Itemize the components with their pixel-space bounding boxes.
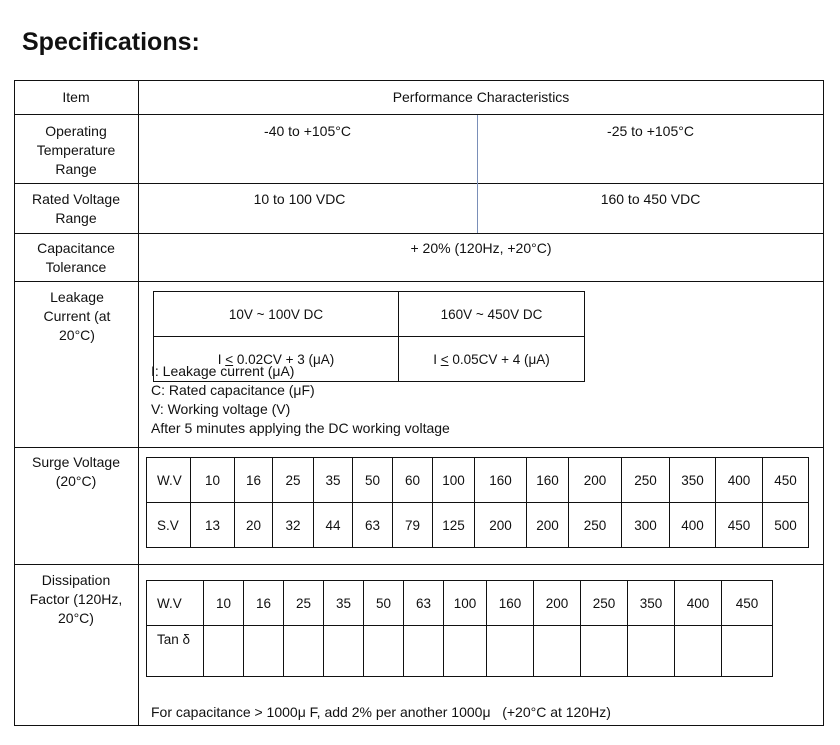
dissipation-tan-cell (628, 626, 675, 677)
leakage-head-low: 10V ~ 100V DC (154, 292, 399, 337)
row-divider (14, 564, 824, 565)
leakage-note: I: Leakage current (μA) (151, 363, 295, 379)
surge-wv-cell: 35 (314, 458, 353, 503)
dissipation-tan-cell (675, 626, 722, 677)
dissipation-wv-cell: 35 (324, 581, 364, 626)
column-divider (138, 80, 139, 726)
surge-wv-row (147, 458, 809, 503)
surge-sv-cell: 44 (314, 503, 353, 548)
surge-wv-cell: 400 (716, 458, 763, 503)
dissipation-tan-cell (244, 626, 284, 677)
dissipation-tan-cell (364, 626, 404, 677)
label-leakage-current: Leakage Current (at 20°C) (43, 289, 111, 343)
row-divider (14, 281, 824, 282)
surge-wv-cell: 10 (191, 458, 235, 503)
dissipation-wv-cell: 10 (204, 581, 244, 626)
formula-prefix: I (217, 351, 226, 367)
surge-sv-cell: 32 (273, 503, 314, 548)
page-title: Specifications: (22, 28, 200, 56)
dissipation-wv-cell: 450 (722, 581, 773, 626)
row-divider (14, 233, 824, 234)
surge-wv-cell: 160 (475, 458, 527, 503)
dissipation-tan-row (147, 626, 773, 677)
surge-sv-cell: 200 (527, 503, 569, 548)
label-dissipation-factor: Dissipation Factor (120Hz, 20°C) (29, 572, 123, 626)
surge-wv-cell: 16 (235, 458, 273, 503)
dissipation-tan-cell (487, 626, 534, 677)
dissipation-table (146, 580, 773, 677)
surge-wv-cell: 450 (763, 458, 809, 503)
leakage-note: After 5 minutes applying the DC working voltage (151, 420, 450, 436)
table-border-right (823, 80, 824, 726)
row-divider (14, 114, 824, 115)
surge-wv-cell: 350 (670, 458, 716, 503)
dissipation-wv-label: W.V (147, 581, 204, 626)
label-operating-temperature: Operating Temperature Range (36, 123, 116, 177)
leakage-head-high: 160V ~ 450V DC (399, 292, 585, 337)
formula-rest: 0.05CV + 4 (μA) (448, 351, 550, 367)
dissipation-wv-cell: 250 (581, 581, 628, 626)
surge-sv-cell: 400 (670, 503, 716, 548)
dissipation-wv-row (147, 581, 773, 626)
value-operating-temp-left: -40 to +105°C (264, 123, 351, 139)
label-capacitance-tolerance: Capacitance Tolerance (37, 240, 115, 275)
surge-wv-cell: 250 (622, 458, 670, 503)
dissipation-tan-cell (581, 626, 628, 677)
dissipation-tan-cell (534, 626, 581, 677)
row-divider (14, 447, 824, 448)
surge-wv-cell: 200 (569, 458, 622, 503)
surge-sv-cell: 300 (622, 503, 670, 548)
surge-sv-row (147, 503, 809, 548)
dissipation-note: For capacitance > 1000μ F, add 2% per another 1000μ (+20°C at 120Hz) (151, 704, 611, 720)
surge-sv-cell: 500 (763, 503, 809, 548)
row-divider (14, 183, 824, 184)
value-operating-temp-right: -25 to +105°C (607, 123, 694, 139)
surge-wv-cell: 50 (353, 458, 393, 503)
surge-wv-cell: 100 (433, 458, 475, 503)
surge-wv-cell: 25 (273, 458, 314, 503)
dissipation-wv-cell: 100 (444, 581, 487, 626)
surge-sv-cell: 450 (716, 503, 763, 548)
dissipation-tan-cell (404, 626, 444, 677)
dissipation-tan-label: Tan δ (147, 626, 204, 677)
dissipation-tan-cell (324, 626, 364, 677)
dissipation-tan-cell (722, 626, 773, 677)
leakage-formula-high (399, 337, 585, 382)
dissipation-wv-cell: 50 (364, 581, 404, 626)
dissipation-wv-cell: 350 (628, 581, 675, 626)
surge-voltage-table (146, 457, 809, 548)
header-performance: Performance Characteristics (392, 89, 570, 105)
table-border-top (14, 80, 824, 81)
formula-prefix: I (433, 351, 441, 367)
label-rated-voltage: Rated Voltage Range (32, 191, 120, 226)
dissipation-wv-cell: 160 (487, 581, 534, 626)
surge-sv-cell: 79 (393, 503, 433, 548)
surge-sv-cell: 250 (569, 503, 622, 548)
dissipation-wv-cell: 200 (534, 581, 581, 626)
surge-sv-cell: 125 (433, 503, 475, 548)
label-surge-voltage: Surge Voltage (20°C) (32, 454, 120, 489)
surge-sv-label: S.V (147, 503, 191, 548)
header-item: Item (62, 89, 90, 105)
leakage-note: V: Working voltage (V) (151, 401, 291, 417)
value-rated-voltage-right: 160 to 450 VDC (600, 191, 701, 207)
formula-rest: 0.02CV + 3 (μA) (233, 351, 335, 367)
value-rated-voltage-left: 10 to 100 VDC (253, 191, 346, 207)
dissipation-tan-cell (444, 626, 487, 677)
dissipation-wv-cell: 25 (284, 581, 324, 626)
dissipation-wv-cell: 400 (675, 581, 722, 626)
table-border-left (14, 80, 15, 726)
table-border-bottom (14, 725, 824, 726)
value-capacitance-tolerance: + 20% (120Hz, +20°C) (410, 240, 552, 256)
dissipation-wv-cell: 63 (404, 581, 444, 626)
surge-wv-label: W.V (147, 458, 191, 503)
surge-wv-cell: 160 (527, 458, 569, 503)
formula-op: < (440, 351, 449, 367)
dissipation-tan-cell (204, 626, 244, 677)
surge-sv-cell: 13 (191, 503, 235, 548)
surge-sv-cell: 63 (353, 503, 393, 548)
formula-op: < (225, 351, 234, 367)
surge-sv-cell: 200 (475, 503, 527, 548)
surge-sv-cell: 20 (235, 503, 273, 548)
leakage-note: C: Rated capacitance (μF) (151, 382, 315, 398)
surge-wv-cell: 60 (393, 458, 433, 503)
dissipation-wv-cell: 16 (244, 581, 284, 626)
dissipation-tan-cell (284, 626, 324, 677)
